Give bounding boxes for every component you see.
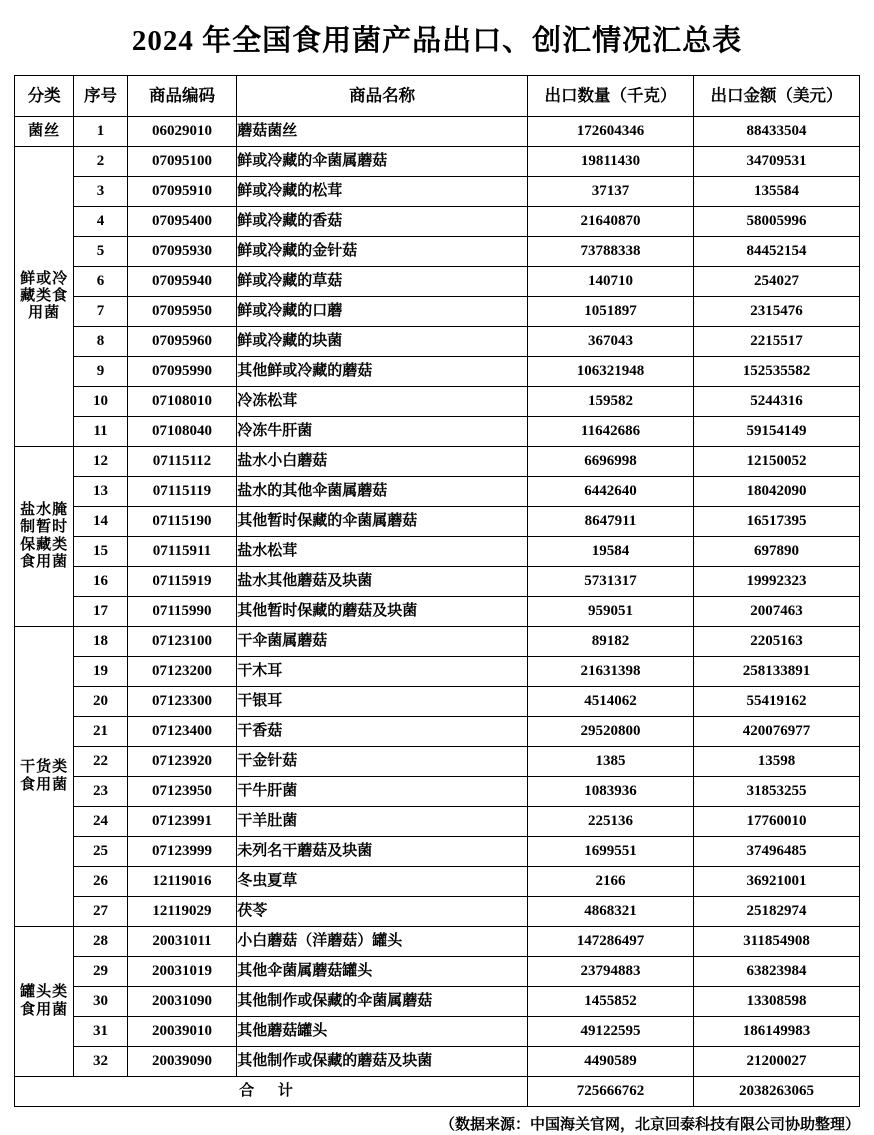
row-code: 07095400	[127, 207, 237, 237]
row-code: 07108010	[127, 387, 237, 417]
row-amount: 31853255	[693, 777, 859, 807]
row-name: 未列名干蘑菇及块菌	[237, 837, 528, 867]
row-index: 20	[74, 687, 127, 717]
row-code: 07123200	[127, 657, 237, 687]
table-row	[15, 957, 860, 987]
row-amount: 186149983	[693, 1017, 859, 1047]
row-index: 29	[74, 957, 127, 987]
row-index: 12	[74, 447, 127, 477]
row-amount: 13308598	[693, 987, 859, 1017]
table-row	[15, 777, 860, 807]
row-index: 18	[74, 627, 127, 657]
row-name: 鲜或冷藏的香菇	[237, 207, 528, 237]
row-amount: 2205163	[693, 627, 859, 657]
row-index: 15	[74, 537, 127, 567]
row-amount: 420076977	[693, 717, 859, 747]
row-quantity: 140710	[528, 267, 694, 297]
row-name: 干牛肝菌	[237, 777, 528, 807]
row-amount: 13598	[693, 747, 859, 777]
row-amount: 36921001	[693, 867, 859, 897]
table-row	[15, 357, 860, 387]
row-amount: 2215517	[693, 327, 859, 357]
row-amount: 17760010	[693, 807, 859, 837]
row-amount: 19992323	[693, 567, 859, 597]
table-row	[15, 597, 860, 627]
table-row	[15, 477, 860, 507]
category-cell: 盐水腌制暂时保藏类食用菌	[15, 447, 74, 627]
row-amount: 37496485	[693, 837, 859, 867]
row-index: 11	[74, 417, 127, 447]
row-quantity: 21640870	[528, 207, 694, 237]
row-code: 12119029	[127, 897, 237, 927]
row-code: 07123100	[127, 627, 237, 657]
row-code: 07123920	[127, 747, 237, 777]
header-code: 商品编码	[127, 76, 237, 117]
row-amount: 2315476	[693, 297, 859, 327]
table-row	[15, 297, 860, 327]
row-amount: 18042090	[693, 477, 859, 507]
row-amount: 34709531	[693, 147, 859, 177]
row-code: 06029010	[127, 117, 237, 147]
row-amount: 697890	[693, 537, 859, 567]
row-quantity: 6696998	[528, 447, 694, 477]
row-code: 20039090	[127, 1047, 237, 1077]
row-code: 07123400	[127, 717, 237, 747]
row-code: 07095100	[127, 147, 237, 177]
row-name: 其他暂时保藏的蘑菇及块菌	[237, 597, 528, 627]
table-row	[15, 987, 860, 1017]
row-code: 07123300	[127, 687, 237, 717]
table-row	[15, 507, 860, 537]
row-name: 干金针菇	[237, 747, 528, 777]
header-amount: 出口金额（美元）	[693, 76, 859, 117]
row-code: 07115911	[127, 537, 237, 567]
row-quantity: 959051	[528, 597, 694, 627]
row-index: 25	[74, 837, 127, 867]
row-amount: 84452154	[693, 237, 859, 267]
row-quantity: 147286497	[528, 927, 694, 957]
row-index: 14	[74, 507, 127, 537]
row-index: 31	[74, 1017, 127, 1047]
row-name: 干伞菌属蘑菇	[237, 627, 528, 657]
row-amount: 59154149	[693, 417, 859, 447]
row-name: 鲜或冷藏的口蘑	[237, 297, 528, 327]
row-quantity: 1699551	[528, 837, 694, 867]
row-quantity: 106321948	[528, 357, 694, 387]
row-amount: 58005996	[693, 207, 859, 237]
table-row	[15, 927, 860, 957]
row-code: 07095910	[127, 177, 237, 207]
row-index: 17	[74, 597, 127, 627]
row-index: 10	[74, 387, 127, 417]
row-quantity: 4514062	[528, 687, 694, 717]
row-name: 鲜或冷藏的松茸	[237, 177, 528, 207]
row-quantity: 73788338	[528, 237, 694, 267]
row-amount: 12150052	[693, 447, 859, 477]
row-code: 07095990	[127, 357, 237, 387]
row-index: 28	[74, 927, 127, 957]
row-index: 7	[74, 297, 127, 327]
page-title: 2024 年全国食用菌产品出口、创汇情况汇总表	[131, 25, 743, 57]
row-code: 12119016	[127, 867, 237, 897]
row-code: 07095930	[127, 237, 237, 267]
row-name: 鲜或冷藏的块菌	[237, 327, 528, 357]
row-code: 07123950	[127, 777, 237, 807]
row-amount: 311854908	[693, 927, 859, 957]
table-row	[15, 567, 860, 597]
table-row	[15, 747, 860, 777]
row-code: 07115919	[127, 567, 237, 597]
row-amount: 88433504	[693, 117, 859, 147]
row-index: 5	[74, 237, 127, 267]
table-row	[15, 717, 860, 747]
row-name: 冷冻牛肝菌	[237, 417, 528, 447]
row-quantity: 2166	[528, 867, 694, 897]
total-amount: 2038263065	[693, 1077, 859, 1107]
row-code: 07095940	[127, 267, 237, 297]
row-name: 盐水其他蘑菇及块菌	[237, 567, 528, 597]
row-quantity: 5731317	[528, 567, 694, 597]
row-quantity: 1385	[528, 747, 694, 777]
row-name: 其他制作或保藏的蘑菇及块菌	[237, 1047, 528, 1077]
row-quantity: 4868321	[528, 897, 694, 927]
row-name: 盐水松茸	[237, 537, 528, 567]
row-index: 2	[74, 147, 127, 177]
row-code: 07123991	[127, 807, 237, 837]
row-quantity: 172604346	[528, 117, 694, 147]
row-name: 鲜或冷藏的伞菌属蘑菇	[237, 147, 528, 177]
row-amount: 254027	[693, 267, 859, 297]
row-amount: 16517395	[693, 507, 859, 537]
header-category: 分类	[15, 76, 74, 117]
table-row	[15, 867, 860, 897]
total-row	[15, 1077, 860, 1107]
table-row	[15, 177, 860, 207]
row-name: 干羊肚菌	[237, 807, 528, 837]
row-code: 07115990	[127, 597, 237, 627]
row-name: 小白蘑菇（洋蘑菇）罐头	[237, 927, 528, 957]
row-name: 其他制作或保藏的伞菌属蘑菇	[237, 987, 528, 1017]
row-index: 30	[74, 987, 127, 1017]
table-row	[15, 387, 860, 417]
table-row	[15, 147, 860, 177]
row-index: 16	[74, 567, 127, 597]
row-name: 干木耳	[237, 657, 528, 687]
table-row	[15, 237, 860, 267]
table-row	[15, 1017, 860, 1047]
row-index: 32	[74, 1047, 127, 1077]
table-row	[15, 327, 860, 357]
row-quantity: 367043	[528, 327, 694, 357]
table-row	[15, 897, 860, 927]
row-code: 07123999	[127, 837, 237, 867]
row-name: 冬虫夏草	[237, 867, 528, 897]
row-index: 13	[74, 477, 127, 507]
row-quantity: 8647911	[528, 507, 694, 537]
source-note: （数据来源：中国海关官网，北京回泰科技有限公司协助整理）	[439, 1117, 860, 1133]
row-amount: 55419162	[693, 687, 859, 717]
row-amount: 152535582	[693, 357, 859, 387]
row-quantity: 1083936	[528, 777, 694, 807]
row-quantity: 89182	[528, 627, 694, 657]
row-code: 07108040	[127, 417, 237, 447]
table-row	[15, 687, 860, 717]
row-name: 冷冻松茸	[237, 387, 528, 417]
row-index: 24	[74, 807, 127, 837]
row-quantity: 1455852	[528, 987, 694, 1017]
row-quantity: 49122595	[528, 1017, 694, 1047]
category-cell: 菌丝	[15, 117, 74, 147]
row-index: 21	[74, 717, 127, 747]
row-quantity: 225136	[528, 807, 694, 837]
row-name: 鲜或冷藏的金针菇	[237, 237, 528, 267]
row-index: 27	[74, 897, 127, 927]
row-code: 20039010	[127, 1017, 237, 1047]
row-index: 19	[74, 657, 127, 687]
table-row	[15, 207, 860, 237]
row-amount: 135584	[693, 177, 859, 207]
row-index: 8	[74, 327, 127, 357]
row-code: 07115190	[127, 507, 237, 537]
table-row	[15, 417, 860, 447]
row-name: 其他伞菌属蘑菇罐头	[237, 957, 528, 987]
row-name: 干银耳	[237, 687, 528, 717]
row-amount: 63823984	[693, 957, 859, 987]
table-row	[15, 657, 860, 687]
row-index: 23	[74, 777, 127, 807]
row-quantity: 1051897	[528, 297, 694, 327]
table-row	[15, 627, 860, 657]
row-quantity: 6442640	[528, 477, 694, 507]
category-cell: 干货类食用菌	[15, 627, 74, 927]
row-quantity: 37137	[528, 177, 694, 207]
row-amount: 5244316	[693, 387, 859, 417]
export-summary-table	[14, 75, 860, 1107]
row-name: 茯苓	[237, 897, 528, 927]
row-name: 盐水的其他伞菌属蘑菇	[237, 477, 528, 507]
table-row	[15, 447, 860, 477]
table-row	[15, 837, 860, 867]
row-quantity: 19584	[528, 537, 694, 567]
row-name: 其他蘑菇罐头	[237, 1017, 528, 1047]
row-code: 20031090	[127, 987, 237, 1017]
header-quantity: 出口数量（千克）	[528, 76, 694, 117]
row-index: 26	[74, 867, 127, 897]
row-quantity: 29520800	[528, 717, 694, 747]
row-index: 6	[74, 267, 127, 297]
row-quantity: 21631398	[528, 657, 694, 687]
row-quantity: 11642686	[528, 417, 694, 447]
table-row	[15, 267, 860, 297]
category-cell: 鲜或冷藏类食用菌	[15, 147, 74, 447]
row-quantity: 159582	[528, 387, 694, 417]
row-quantity: 19811430	[528, 147, 694, 177]
row-index: 3	[74, 177, 127, 207]
row-name: 鲜或冷藏的草菇	[237, 267, 528, 297]
table-header	[15, 76, 860, 117]
header-index: 序号	[74, 76, 127, 117]
row-amount: 2007463	[693, 597, 859, 627]
row-code: 07115112	[127, 447, 237, 477]
row-index: 22	[74, 747, 127, 777]
row-code: 20031011	[127, 927, 237, 957]
table-row	[15, 1047, 860, 1077]
category-cell: 罐头类食用菌	[15, 927, 74, 1077]
row-name: 盐水小白蘑菇	[237, 447, 528, 477]
row-quantity: 4490589	[528, 1047, 694, 1077]
table-row	[15, 117, 860, 147]
row-name: 蘑菇菌丝	[237, 117, 528, 147]
table-body	[15, 117, 860, 1107]
row-name: 其他暂时保藏的伞菌属蘑菇	[237, 507, 528, 537]
row-index: 9	[74, 357, 127, 387]
table-row	[15, 807, 860, 837]
row-code: 07095960	[127, 327, 237, 357]
row-code: 07095950	[127, 297, 237, 327]
row-amount: 25182974	[693, 897, 859, 927]
header-name: 商品名称	[237, 76, 528, 117]
table-row	[15, 537, 860, 567]
total-quantity: 725666762	[528, 1077, 694, 1107]
row-amount: 21200027	[693, 1047, 859, 1077]
row-amount: 258133891	[693, 657, 859, 687]
total-label: 合 计	[15, 1077, 528, 1107]
row-name: 其他鲜或冷藏的蘑菇	[237, 357, 528, 387]
row-name: 干香菇	[237, 717, 528, 747]
row-quantity: 23794883	[528, 957, 694, 987]
row-index: 1	[74, 117, 127, 147]
row-code: 20031019	[127, 957, 237, 987]
table-header-row	[15, 76, 860, 117]
row-index: 4	[74, 207, 127, 237]
row-code: 07115119	[127, 477, 237, 507]
